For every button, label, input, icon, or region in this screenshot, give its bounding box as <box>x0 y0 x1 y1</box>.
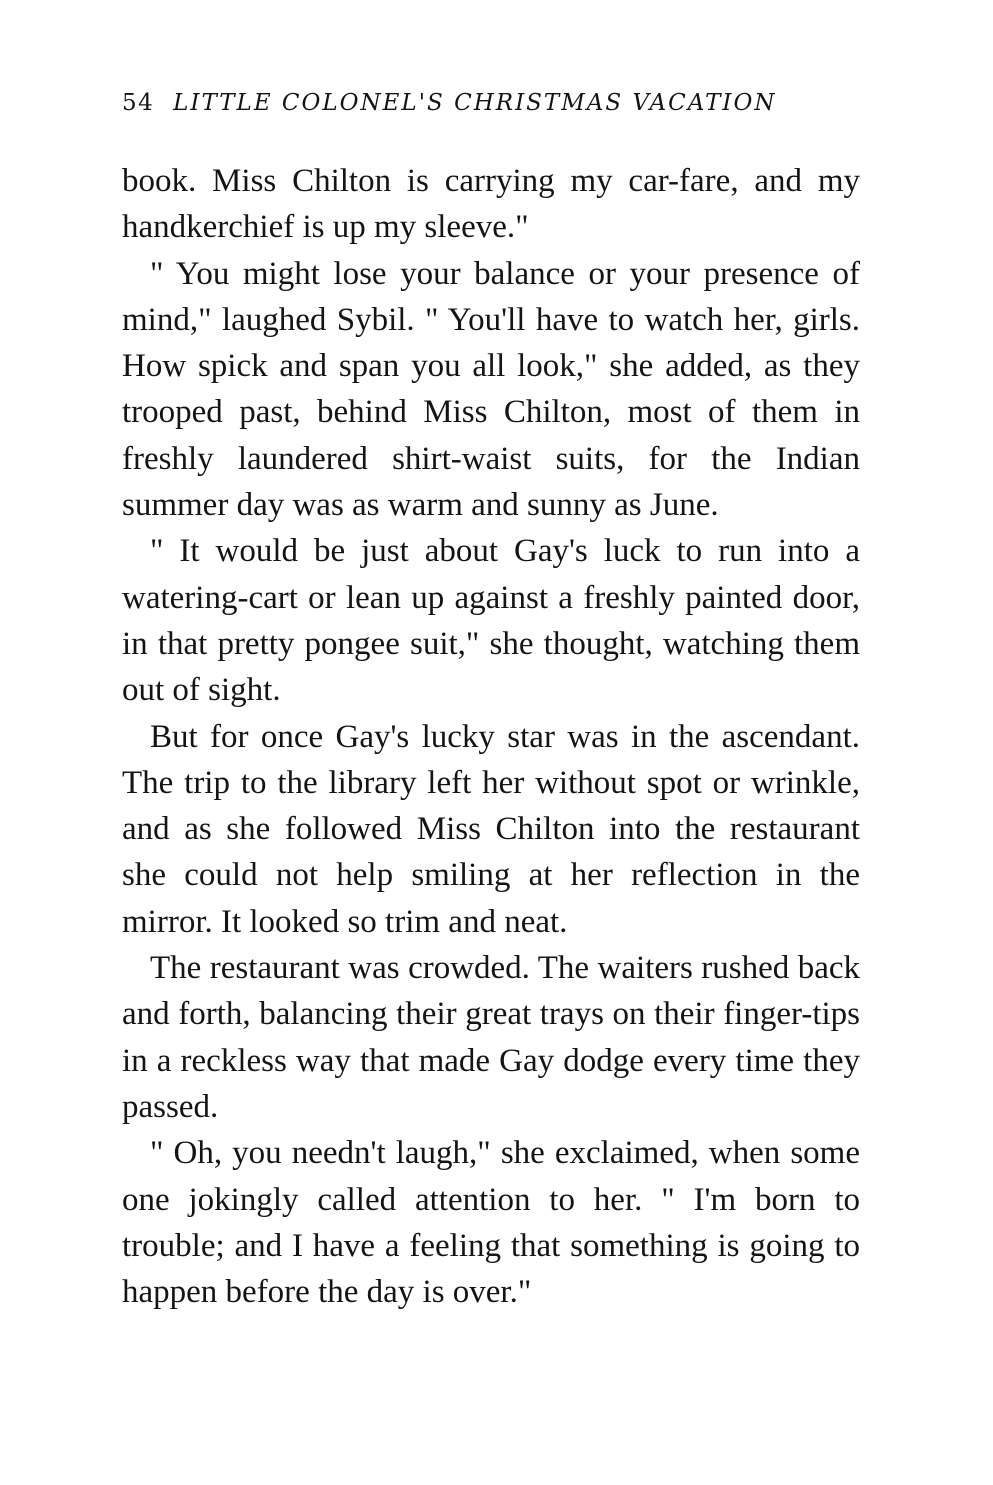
paragraph: " It would be just about Gay's luck to run into a watering-cart or lean up against a freshly painted door, in that pretty pongee suit," she thought, watching them out of sight. <box>122 533 860 709</box>
body-text <box>122 158 860 1315</box>
paragraph: " Oh, you needn't laugh," she exclaimed, when some one jokingly called attention to her. " I'm born to trouble; and I have a feeling that something is going to happen before the day is over." <box>122 1135 860 1311</box>
paragraph: The restaurant was crowded. The waiters rushed back and forth, balancing their great trays on their finger-tips in a reckless way that made Gay dodge every time they passed. <box>122 950 860 1125</box>
paragraph: But for once Gay's lucky star was in the ascendant. The trip to the library left her without spot or wrinkle, and as she followed Miss Chilton into the restaurant she could not help smiling at her reflection in the mirror. It looked so trim and neat. <box>122 718 860 940</box>
paragraph: " You might lose your balance or your presence of mind," laughed Sybil. " You'll have to watch her, girls. How spick and span you all look," she added, as they trooped past, behind Miss Chilton, most of them in freshly laundered shirt-waist suits, for the Indian summer day was as warm and sunny as June. <box>122 255 860 524</box>
book-title: LITTLE COLONEL'S CHRISTMAS VACATION <box>173 90 777 116</box>
paragraph-continued: book. Miss Chilton is carrying my car-fare, and my handkerchief is up my sleeve." <box>122 163 860 246</box>
running-head <box>122 90 777 116</box>
page-number: 54 <box>122 90 155 116</box>
